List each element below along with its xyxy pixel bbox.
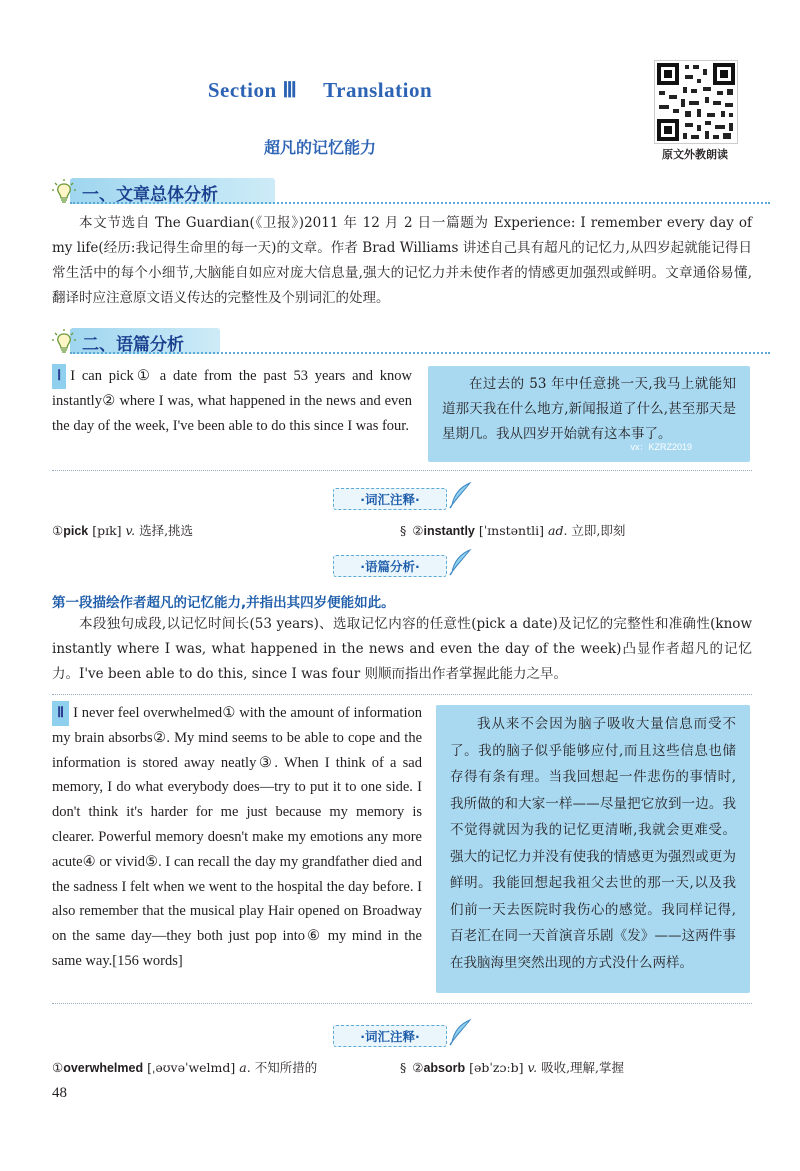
- english-paragraph-1: [52, 364, 412, 438]
- vocab-item-2: § ②instantly [ˈɪnstəntli] ad. 立即,即刻: [400, 523, 626, 538]
- overview-paragraph: 本文节选自 The Guardian(《卫报》)2011 年 12 月 2 日一篇题为 Experience: I remember every day of my life(经历:我记得生命里的每一天)的文章。作者 Brad Williams 讲述自己具有超凡的记忆力,从四岁起就能记得日常生活中的每个小细节,大脑能自如应对庞大信息量,强大的记忆力并未使作者的情感更加强烈或鲜明。文章通俗易懂,翻译时应注意原文语义传达的完整性及个别词汇的处理。: [52, 215, 752, 306]
- article-title: 超凡的记忆能力: [263, 138, 376, 157]
- qr-code[interactable]: [654, 60, 738, 144]
- vocab-word: absorb: [423, 1061, 466, 1075]
- analysis-text: 本段独句成段,以记忆时间长(53 years)、选取记忆内容的任意性(pick a date)及记忆的完整性和准确性(know instantly where I was, what happened in the news and even the day of the week)凸显作者超凡的记忆力。I've been able to do this, since I was four 则顺而指出作者掌握此能力之早。: [52, 616, 752, 682]
- section-heading-overview: [50, 178, 750, 206]
- divider: [52, 470, 752, 471]
- chinese-translation-2: [436, 705, 750, 993]
- qr-caption: 原文外教朗读: [662, 148, 728, 161]
- vocab-word: overwhelmed: [63, 1061, 144, 1075]
- watermark: vx：KZRZ2019: [630, 442, 692, 452]
- divider: [52, 694, 752, 695]
- page-number: 48: [52, 1085, 67, 1101]
- section-title: [0, 78, 640, 103]
- lightbulb-icon: [50, 178, 78, 206]
- quill-icon: [448, 1018, 474, 1046]
- paragraph-number: Ⅱ: [52, 701, 69, 726]
- vocab-word: instantly: [423, 524, 475, 538]
- vocab-item-3: ①overwhelmed [ˌəʊvəˈwelmd] a. 不知所措的: [52, 1060, 318, 1075]
- section-name: Translation: [323, 78, 433, 102]
- vocab-item-4: § ②absorb [əbˈzɔːb] v. 吸收,理解,掌握: [400, 1060, 625, 1075]
- section-heading-discourse: [50, 328, 750, 356]
- divider: [52, 1003, 752, 1004]
- section-label: Section Ⅲ: [207, 78, 298, 102]
- discourse-heading: 二、语篇分析: [82, 334, 184, 355]
- vocab-label: ·词汇注释·: [333, 1025, 447, 1047]
- english-text-1: I can pick① a date from the past 53 years and know instantly② where I was, what happened in the news and even the day of the week, I've been able to do this since I was four.: [52, 368, 412, 434]
- vocab-word: pick: [63, 524, 89, 538]
- discourse-label: ·语篇分析·: [333, 555, 447, 577]
- vocab-item-1: ①pick [pɪk] v. 选择,挑选: [52, 523, 194, 538]
- english-paragraph-2: [52, 701, 422, 974]
- quill-icon: [448, 548, 474, 576]
- paragraph-number: Ⅰ: [52, 364, 66, 389]
- chinese-text-2: 我从来不会因为脑子吸收大量信息而受不了。我的脑子似乎能够应付,而且这些信息也储存得有条有理。当我回想起一件悲伤的事情时,我所做的和大家一样——尽量把它放到一边。我不觉得就因为我的记忆更清晰,我就会更难受。强大的记忆力并没有使我的情感更为强烈或更为鲜明。我能回想起我祖父去世的那一天,以及我们前一天去医院时我伤心的感觉。我同样记得,百老汇在同一天首演音乐剧《发》——这两件事在我脑海里突然出现的方式没什么两样。: [450, 716, 736, 971]
- analysis-heading: 第一段描绘作者超凡的记忆能力,并指出其四岁便能如此。: [52, 595, 395, 611]
- quill-icon: [448, 481, 474, 509]
- english-text-2: I never feel overwhelmed① with the amount of information my brain absorbs②. My mind seems to be able to cope and the information is stored away neatly③. When I think of a sad memory, I do what everybody does—try to put it to one side. I don't think it's harder for me just because my memory is clearer. Powerful memory doesn't make my emotions any more acute④ or vivid⑤. I can recall the day my grandfather died and the sadness I felt when we went to the hospital the day before. I also remember that the musical play Hair opened on Broadway on the same day—they both just pop into⑥ my mind in the same way.[156 words]: [52, 705, 422, 969]
- lightbulb-icon: [50, 328, 78, 356]
- chinese-translation-1: [428, 366, 750, 462]
- chinese-text-1: 在过去的 53 年中任意挑一天,我马上就能知道那天我在什么地方,新闻报道了什么,甚至那天是星期几。我从四岁开始就有这本事了。: [442, 376, 736, 442]
- overview-heading: 一、文章总体分析: [82, 184, 218, 205]
- vocab-label: ·词汇注释·: [333, 488, 447, 510]
